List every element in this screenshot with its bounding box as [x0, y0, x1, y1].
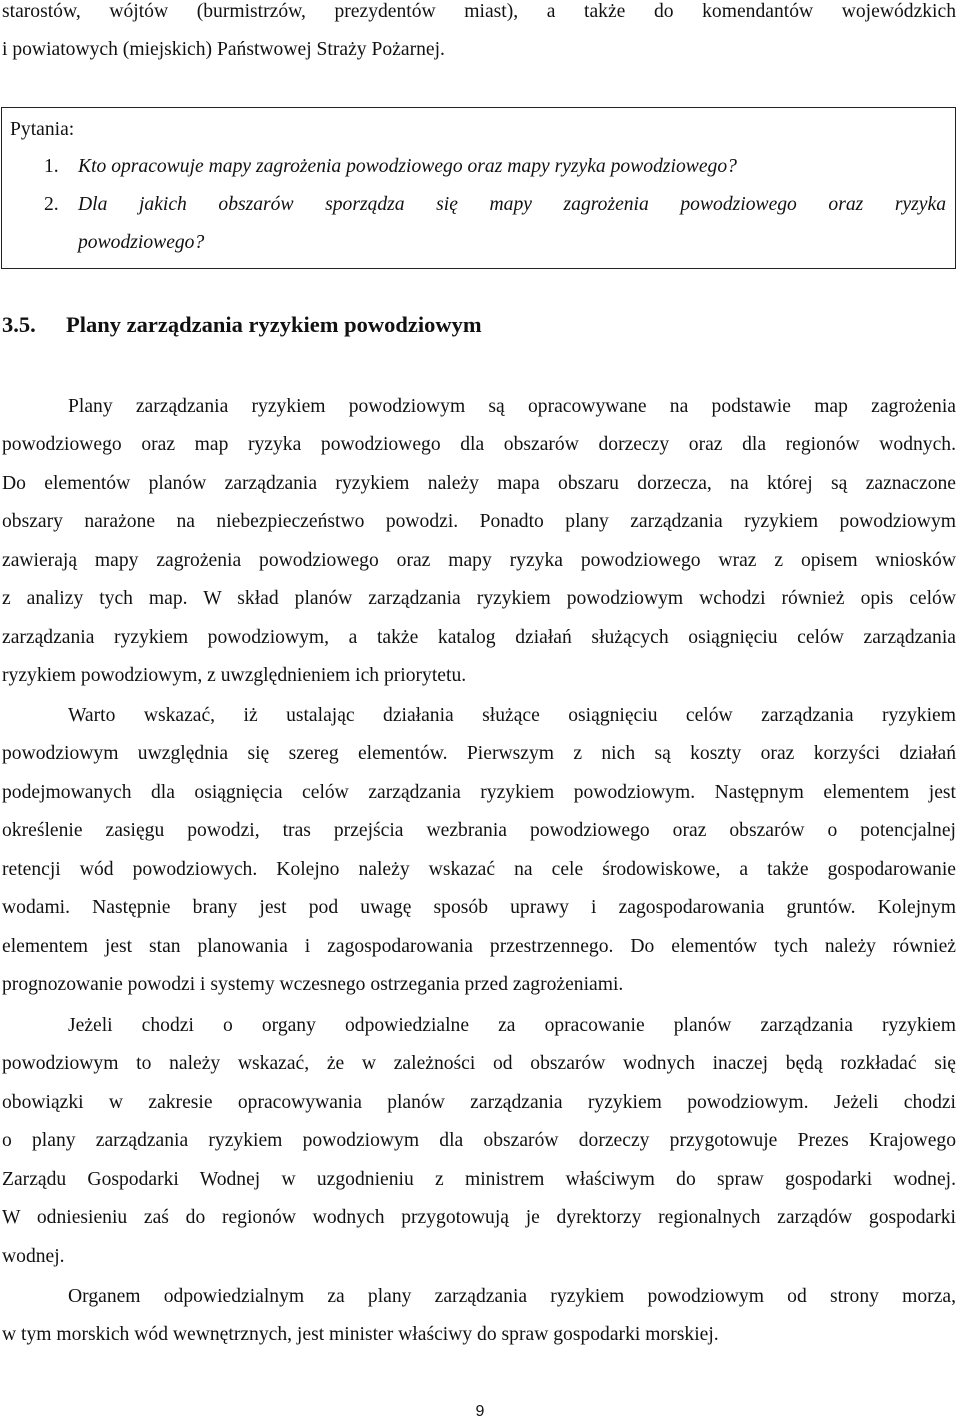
- section-title: Plany zarządzania ryzykiem powodziowym: [66, 312, 482, 337]
- intro-line-1: starostów, wójtów (burmistrzów, prezydentów miast), a także do komendantów wojewódzkich: [2, 1, 956, 22]
- section-heading: [2, 311, 482, 339]
- intro-line-2: i powiatowych (miejskich) Państwowej Straży Pożarnej.: [2, 39, 445, 60]
- paragraph-line: podejmowanych dla osiągnięcia celów zarządzania ryzykiem powodziowym. Następnym elementem jest: [2, 782, 956, 803]
- paragraph-line: zarządzania ryzykiem powodziowym, a także katalog działań służących osiągnięciu celów zarządzania: [2, 627, 956, 648]
- paragraph-line: ryzykiem powodziowym, z uwzględnieniem ich priorytetu.: [2, 665, 467, 686]
- paragraph-line: prognozowanie powodzi i systemy wczesnego ostrzegania przed zagrożeniami.: [2, 974, 624, 995]
- paragraph-line: powodziowego oraz map ryzyka powodziowego dla obszarów dorzeczy oraz dla regionów wodnych.: [2, 434, 956, 455]
- paragraph-line: wodami. Następnie brany jest pod uwagę sposób uprawy i zagospodarowania gruntów. Kolejnym: [2, 897, 956, 918]
- paragraph-line: w tym morskich wód wewnętrznych, jest minister właściwy do spraw gospodarki morskiej.: [2, 1324, 719, 1345]
- paragraph-line: powodziowym to należy wskazać, że w zależności od obszarów wodnych inaczej będą rozkładać się: [2, 1053, 956, 1074]
- paragraph-line: zawierają mapy zagrożenia powodziowego oraz mapy ryzyka powodziowego wraz z opisem wniosków: [2, 550, 956, 571]
- paragraph-line: wodnej.: [2, 1246, 65, 1267]
- paragraph-line: z analizy tych map. W skład planów zarządzania ryzykiem powodziowym wchodzi również opis celów: [2, 588, 956, 609]
- question-2-number: 2.: [44, 194, 59, 215]
- paragraph-line: Warto wskazać, iż ustalając działania służące osiągnięciu celów zarządzania ryzykiem: [68, 705, 956, 726]
- question-1-number: 1.: [44, 156, 59, 177]
- question-2-text: Dla jakich obszarów sporządza się mapy zagrożenia powodziowego oraz ryzyka: [78, 194, 946, 215]
- paragraph-line: obowiązki w zakresie opracowywania planów zarządzania ryzykiem powodziowym. Jeżeli chodzi: [2, 1092, 956, 1113]
- paragraph-line: Jeżeli chodzi o organy odpowiedzialne za opracowanie planów zarządzania ryzykiem: [68, 1015, 956, 1036]
- paragraph-line: elementem jest stan planowania i zagospodarowania przestrzennego. Do elementów tych należy również: [2, 936, 956, 957]
- question-1-text: Kto opracowuje mapy zagrożenia powodziowego oraz mapy ryzyka powodziowego?: [78, 156, 737, 177]
- questions-label: Pytania:: [10, 119, 75, 140]
- paragraph-line: Plany zarządzania ryzykiem powodziowym są opracowywane na podstawie map zagrożenia: [68, 396, 956, 417]
- paragraph-line: powodziowym uwzględnia się szereg elementów. Pierwszym z nich są koszty oraz korzyści działań: [2, 743, 956, 764]
- paragraph-line: Organem odpowiedzialnym za plany zarządzania ryzykiem powodziowym od strony morza,: [68, 1286, 956, 1307]
- question-2-text-continued: powodziowego?: [78, 232, 205, 253]
- paragraph-line: Do elementów planów zarządzania ryzykiem należy mapa obszaru dorzecza, na której są zaznaczone: [2, 473, 956, 494]
- paragraph-line: określenie zasięgu powodzi, tras przejścia wezbrania powodziowego oraz obszarów o potencjalnej: [2, 820, 956, 841]
- paragraph-line: W odniesieniu zaś do regionów wodnych przygotowują je dyrektorzy regionalnych zarządów gospodarki: [2, 1207, 956, 1228]
- paragraph-line: obszary narażone na niebezpieczeństwo powodzi. Ponadto plany zarządzania ryzykiem powodziowym: [2, 511, 956, 532]
- page-number: 9: [475, 1403, 485, 1420]
- paragraph-line: retencji wód powodziowych. Kolejno należy wskazać na cele środowiskowe, a także gospodarowanie: [2, 859, 956, 880]
- paragraph-line: o plany zarządzania ryzykiem powodziowym dla obszarów dorzeczy przygotowuje Prezes Krajowego: [2, 1130, 956, 1151]
- section-number: 3.5.: [2, 312, 36, 337]
- paragraph-line: Zarządu Gospodarki Wodnej w uzgodnieniu z ministrem właściwym do spraw gospodarki wodnej.: [2, 1169, 956, 1190]
